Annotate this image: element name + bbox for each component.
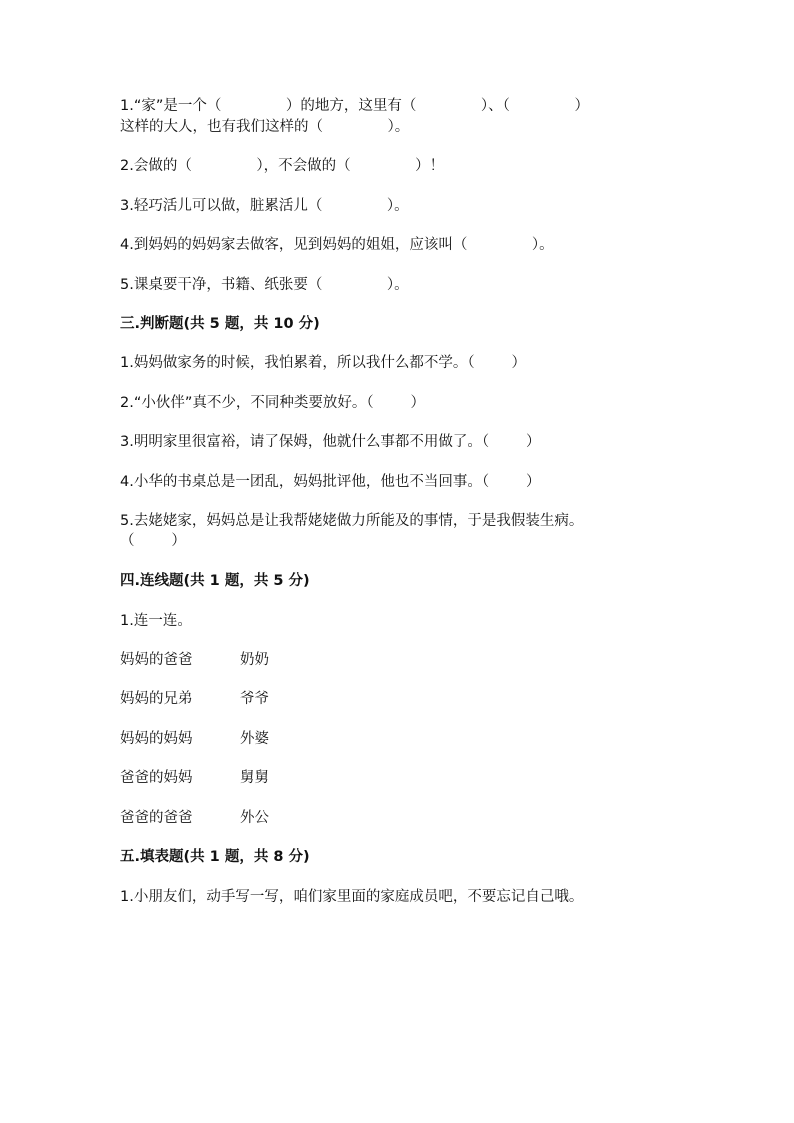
- matching-right-item: 外公: [240, 810, 269, 826]
- judge-question-3: 3.明明家里很富裕，请了保姆，他就什么事都不用做了。（ ）: [120, 434, 541, 450]
- matching-right-item: 舅舅: [240, 770, 269, 786]
- judge-question-4: 4.小华的书桌总是一团乱，妈妈批评他，他也不当回事。（ ）: [120, 474, 541, 490]
- judge-question-5-line-2: （ ）: [120, 533, 186, 549]
- matching-left-item: 妈妈的妈妈: [120, 731, 193, 747]
- fill-blank-question-5: 5.课桌要干净，书籍、纸张要（ ）。: [120, 277, 409, 293]
- judge-question-2: 2.“小伙伴”真不少，不同种类要放好。（ ）: [120, 395, 425, 411]
- judge-question-5-line-1: 5.去姥姥家，妈妈总是让我帮姥姥做力所能及的事情，于是我假装生病。: [120, 513, 584, 529]
- matching-left-item: 妈妈的兄弟: [120, 691, 193, 707]
- matching-left-item: 妈妈的爸爸: [120, 652, 193, 668]
- table-fill-question-1: 1.小朋友们，动手写一写，咱们家里面的家庭成员吧，不要忘记自己哦。: [120, 889, 584, 905]
- fill-blank-question-1-line-1: 1.“家”是一个（ ）的地方，这里有（ ）、（ ）: [120, 98, 589, 114]
- fill-blank-question-1-line-2: 这样的大人，也有我们这样的（ ）。: [120, 119, 410, 135]
- matching-left-item: 爸爸的爸爸: [120, 810, 193, 826]
- matching-left-item: 爸爸的妈妈: [120, 770, 193, 786]
- judge-question-1: 1.妈妈做家务的时候，我怕累着，所以我什么都不学。（ ）: [120, 355, 526, 371]
- matching-prompt: 1.连一连。: [120, 613, 192, 629]
- matching-right-item: 奶奶: [240, 652, 269, 668]
- matching-right-item: 外婆: [240, 731, 269, 747]
- matching-right-item: 爷爷: [240, 691, 269, 707]
- fill-blank-question-2: 2.会做的（ ），不会做的（ ）！: [120, 158, 445, 174]
- fill-blank-question-3: 3.轻巧活儿可以做，脏累活儿（ ）。: [120, 198, 409, 214]
- fill-blank-question-4: 4.到妈妈的妈妈家去做客，见到妈妈的姐姐，应该叫（ ）。: [120, 237, 554, 253]
- table-fill-section-heading: 五.填表题(共 1 题，共 8 分): [120, 849, 310, 865]
- matching-section-heading: 四.连线题(共 1 题，共 5 分): [120, 573, 310, 589]
- judge-section-heading: 三.判断题(共 5 题，共 10 分): [120, 316, 320, 332]
